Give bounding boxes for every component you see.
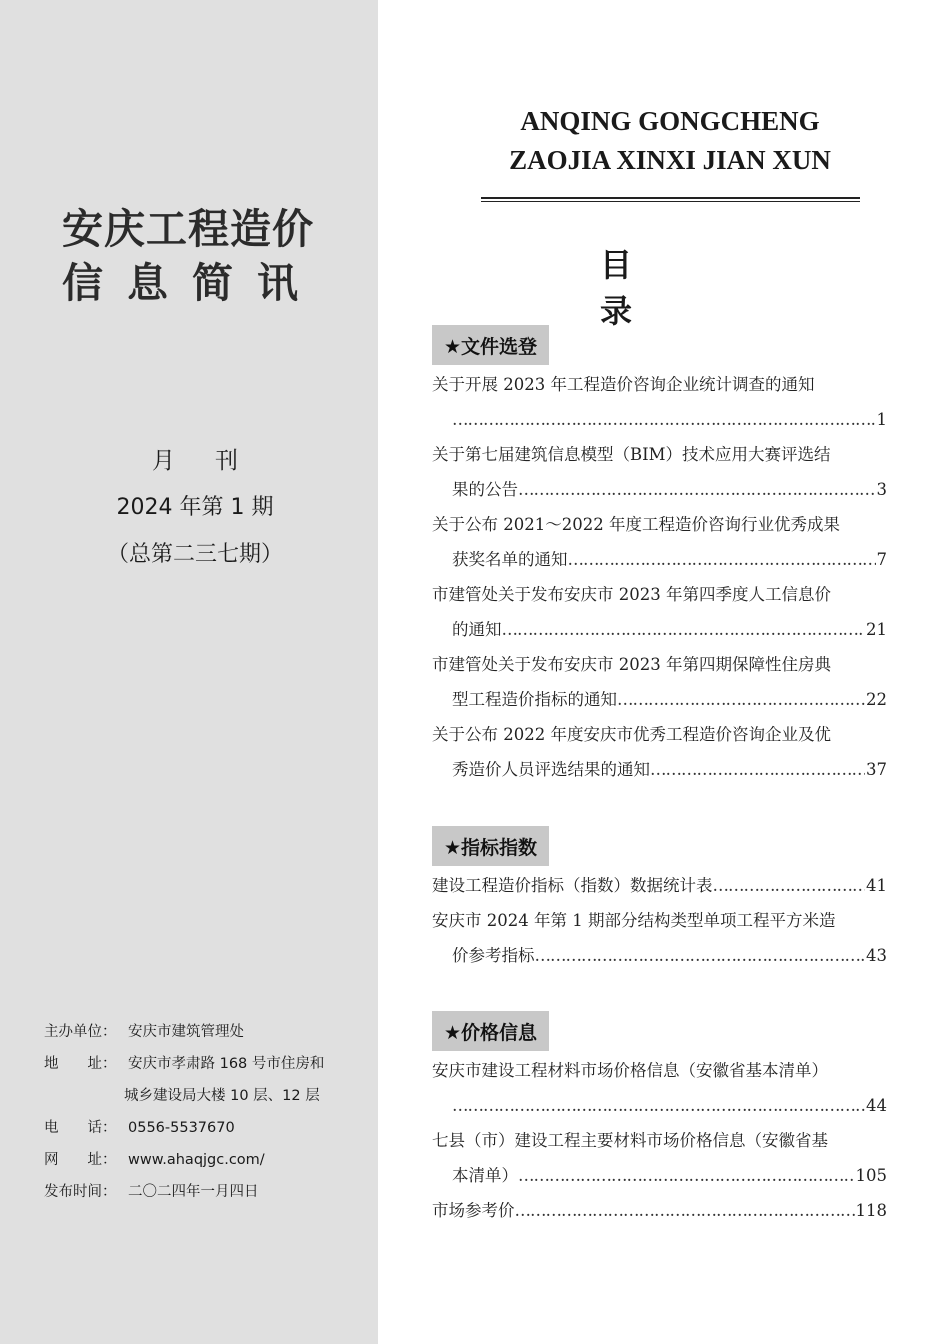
toc-entry-leader [432,1158,887,1193]
magazine-title-line2: 信息简讯 [62,259,322,307]
date-row [44,1176,374,1208]
cover-panel [0,0,378,1344]
toc-entry-leader [432,1193,887,1228]
toc-entry[interactable] [432,577,887,647]
issue-total: （总第二三七期） [106,542,283,567]
dot-leader [452,1088,865,1123]
toc-entry-title-cont: 果的公告 [452,480,518,499]
toc-page-number: 3 [876,480,887,499]
organizer-row [44,1016,374,1048]
toc-entry[interactable] [432,507,887,577]
toc-entry[interactable] [432,1193,887,1228]
toc-entry-leader [432,752,887,787]
toc-entry-title: 市场参考价 [432,1201,515,1220]
phone-label: 电 话： [44,1120,117,1136]
magazine-title [62,202,332,310]
toc-entry-leader [432,542,887,577]
dot-leader [650,752,865,787]
magazine-title-line1: 安庆工程造价 [62,205,314,253]
toc-page-number: 21 [866,620,887,639]
toc-entry[interactable] [432,437,887,507]
toc-entry-title-cont: 获奖名单的通知 [452,550,568,569]
address-value-line2: 城乡建设局大楼 10 层、12 层 [124,1088,320,1104]
section-title: ★文件选登 [432,325,549,365]
toc-entry-title: 关于公布 2021～2022 年度工程造价咨询行业优秀成果 [432,515,840,534]
toc-entry[interactable] [432,1053,887,1123]
date-label: 发布时间： [44,1184,117,1200]
dot-leader [568,542,876,577]
address-value-line1: 安庆市孝肃路 168 号市住房和 [128,1056,325,1072]
toc-entry-leader [432,612,887,647]
toc-page-number: 7 [876,550,887,569]
toc-heading: 目录 [600,246,689,330]
toc-entry[interactable] [432,367,887,437]
toc-entry-title: 关于第七届建筑信息模型（BIM）技术应用大赛评选结 [432,445,831,464]
toc-entry-leader [432,938,887,973]
dot-leader [518,472,876,507]
organizer-value: 安庆市建筑管理处 [128,1024,244,1040]
toc-page-number: 41 [866,876,887,895]
publisher-info [44,1016,374,1208]
toc-entry-title-cont: 价参考指标 [452,946,535,965]
toc-page-number: 44 [866,1096,887,1115]
section-title: ★价格信息 [432,1011,549,1051]
dot-leader [515,1193,855,1228]
phone-row [44,1112,374,1144]
address-label: 地 址： [44,1056,117,1072]
toc-entry-title: 关于开展 2023 年工程造价咨询企业统计调查的通知 [432,375,815,394]
toc-entry-title: 关于公布 2022 年度安庆市优秀工程造价咨询企业及优 [432,725,831,744]
toc-entry-title: 市建管处关于发布安庆市 2023 年第四季度人工信息价 [432,585,831,604]
issue-number: 2024 年第 1 期 [116,495,274,520]
toc-entry-title-cont: 本清单） [452,1166,518,1185]
toc-entry-title: 安庆市 2024 年第 1 期部分结构类型单项工程平方米造 [432,911,836,930]
toc-page-number: 43 [866,946,887,965]
toc-section-documents [432,325,887,787]
toc-entry[interactable] [432,868,887,903]
english-title-line2: ZAOJIA XINXI JIAN XUN [509,145,831,175]
title-divider [481,197,860,202]
dot-leader [518,1158,855,1193]
dot-leader [502,612,866,647]
toc-section-prices [432,1011,887,1228]
dot-leader [713,868,866,903]
toc-section-indices [432,826,887,973]
toc-page-number: 37 [866,760,887,779]
toc-entry-leader [432,868,887,903]
toc-entry[interactable] [432,1123,887,1193]
dot-leader [617,682,865,717]
toc-page-number: 105 [855,1166,887,1185]
toc-entry-title-cont: 型工程造价指标的通知 [452,690,617,709]
toc-entry[interactable] [432,903,887,973]
website-row [44,1144,374,1176]
toc-page-number: 1 [876,410,887,429]
toc-entry-title-cont: 秀造价人员评选结果的通知 [452,760,650,779]
toc-entry-title: 安庆市建设工程材料市场价格信息（安徽省基本清单） [432,1061,828,1080]
date-value: 二〇二四年一月四日 [128,1184,259,1200]
toc-entry-title: 七县（市）建设工程主要材料市场价格信息（安徽省基 [432,1131,828,1150]
website-label: 网 址： [44,1152,117,1168]
toc-entry-title: 建设工程造价指标（指数）数据统计表 [432,876,713,895]
toc-entry[interactable] [432,647,887,717]
toc-page-number: 22 [866,690,887,709]
toc-entry-leader [432,682,887,717]
toc-entry[interactable] [432,717,887,787]
address-row-2 [44,1080,374,1112]
organizer-label: 主办单位： [44,1024,117,1040]
toc-page-number: 118 [855,1201,887,1220]
toc-entry-leader [432,402,887,437]
section-title: ★指标指数 [432,826,549,866]
toc-entry-leader [432,1088,887,1123]
dot-leader [535,938,866,973]
issue-type: 月刊 [152,448,278,474]
toc-entry-title-cont: 的通知 [452,620,502,639]
dot-leader [452,402,876,437]
website-value[interactable]: www.ahaqjgc.com/ [128,1152,265,1168]
toc-entry-leader [432,472,887,507]
address-row [44,1048,374,1080]
phone-value: 0556-5537670 [128,1120,235,1136]
toc-entry-title: 市建管处关于发布安庆市 2023 年第四期保障性住房典 [432,655,831,674]
english-title-line1: ANQING GONGCHENG [520,106,820,136]
